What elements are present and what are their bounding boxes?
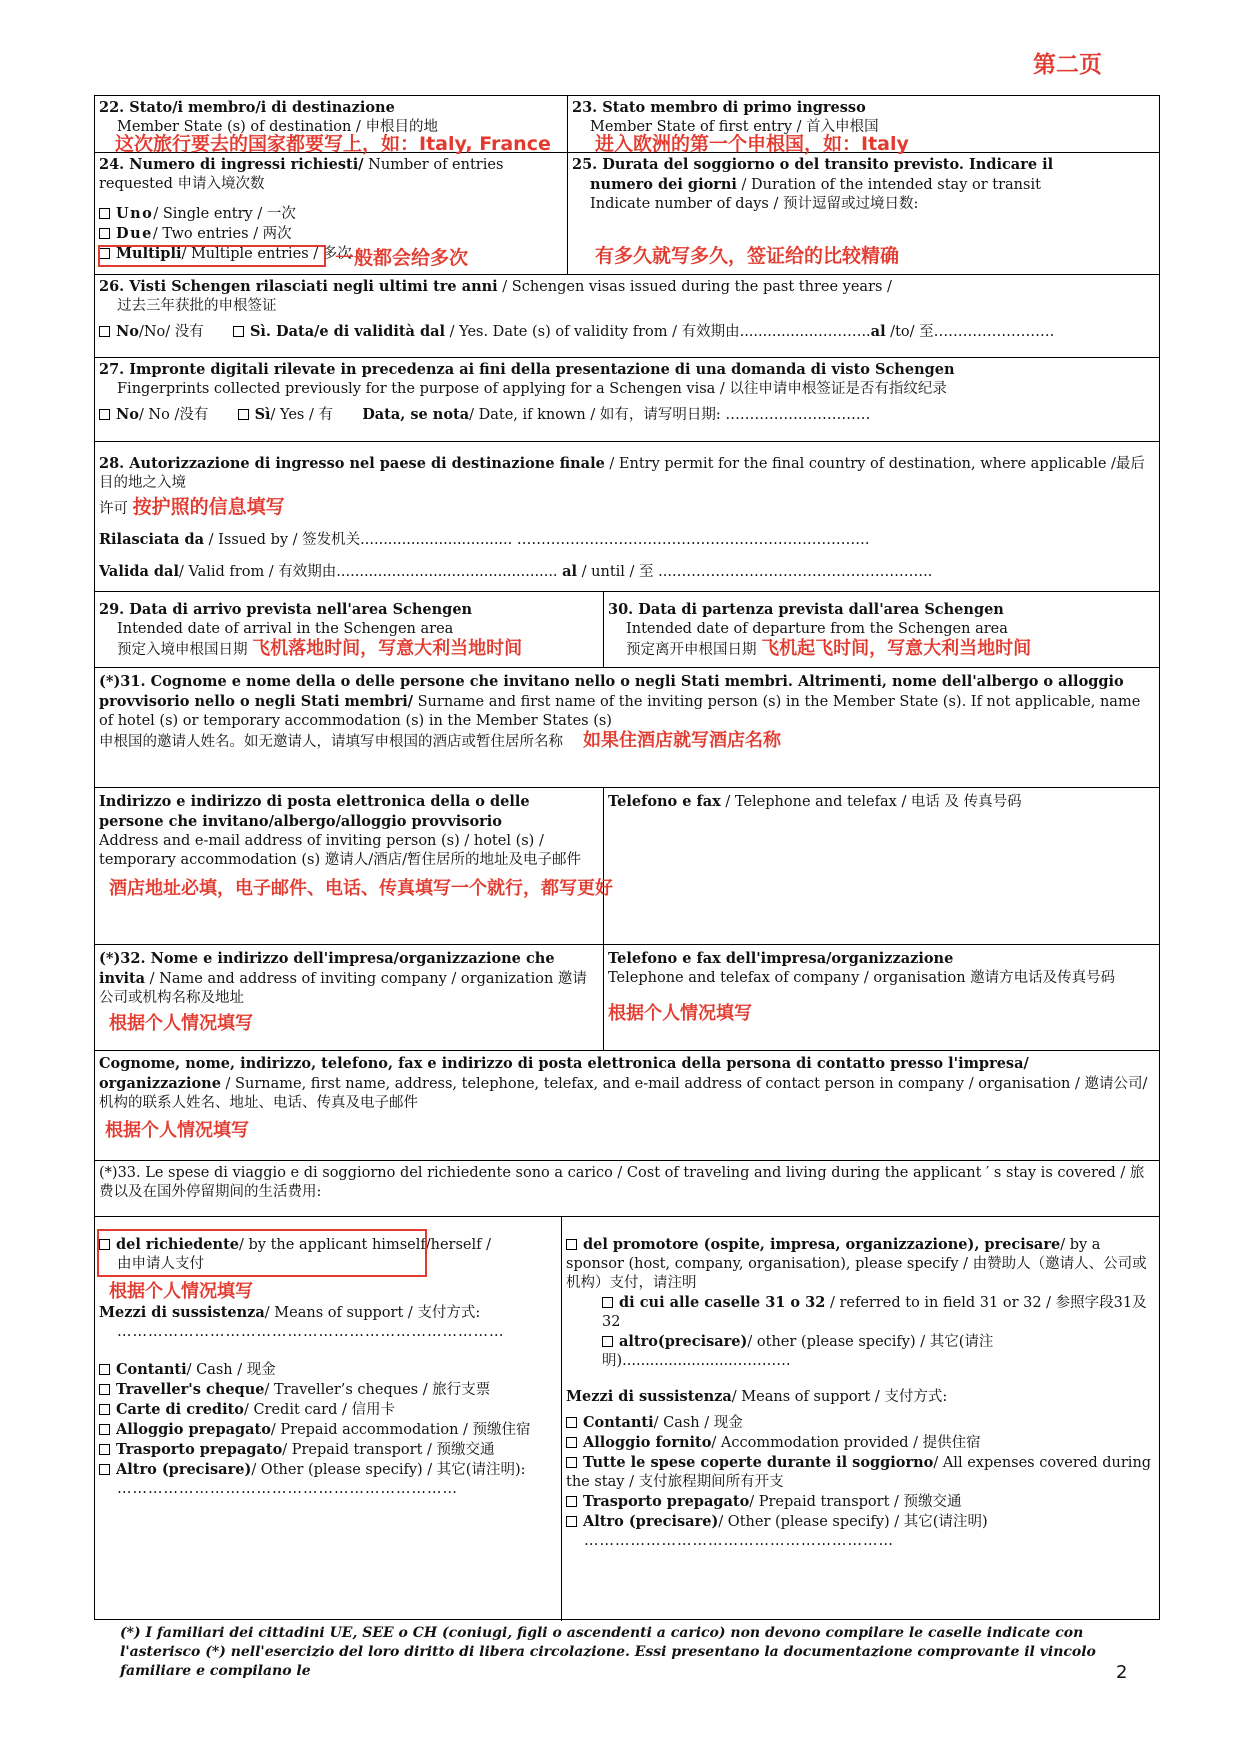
highlight-applicant xyxy=(97,1229,427,1277)
means-right-1[interactable]: Alloggio fornito/ Accommodation provided / 提供住宿 xyxy=(566,1433,1157,1453)
note-25: 有多久就写多久，签证给的比较精确 xyxy=(595,245,900,267)
field-26-title: 26. Visti Schengen rilasciati negli ultimi tre anni xyxy=(99,278,498,295)
note-30: 飞机起飞时间，写意大利当地时间 xyxy=(761,638,1032,659)
highlight-multiple-entries xyxy=(98,245,326,267)
note-29: 飞机落地时间，写意大利当地时间 xyxy=(252,638,523,659)
field-25[interactable]: 25. Durata del soggiorno o del transito previsto. Indicare il numero dei giorni / Duration of the intended stay or transit Indicate number of days / 预计逗留或过境日数: xyxy=(567,153,1161,274)
page-number: 2 xyxy=(1116,1662,1128,1683)
row-33-options xyxy=(95,1217,1159,1621)
row-address-tel xyxy=(95,788,1159,945)
means-right-4[interactable]: Altro (precisare)/ Other (please specify) / 其它(请注明) xyxy=(566,1512,1157,1532)
field-22-sub: Member State (s) of destination / 申根目的地 xyxy=(117,119,438,135)
valid-from-field[interactable]: Valida dal/ Valid from / 有效期由................................................ al / until / 至 ....…………………………………………….. xyxy=(99,563,933,580)
checkbox-accommodation-provided[interactable] xyxy=(566,1437,577,1448)
option-sponsor[interactable]: del promotore (ospite, impresa, organizzazione), precisare/ by a sponsor (host, company, organisation), please specify / 由赞助人（邀请人、公司或机构）支付，请注明 xyxy=(566,1236,1147,1291)
checkbox-26-yes[interactable] xyxy=(233,326,244,337)
option-27-yes[interactable]: Sì/ Yes / 有 xyxy=(238,407,333,423)
note-32: 根据个人情况填写 xyxy=(109,1013,253,1034)
field-28-title: 28. Autorizzazione di ingresso nel paese di destinazione finale xyxy=(99,455,605,472)
row-28 xyxy=(95,442,1159,592)
means-left-4[interactable]: Trasporto prepagato/ Prepaid transport / 预缴交通 xyxy=(99,1440,563,1460)
issued-by-field[interactable]: Rilasciata da / Issued by / 签发机关................................. ………………………………………………………………. xyxy=(99,531,870,548)
checkbox-single-entry[interactable] xyxy=(99,208,110,219)
cost-by-sponsor: del promotore (ospite, impresa, organizzazione), precisare/ by a sponsor (host, company, organisation), please specify / 由赞助人（邀请人、公司或机构）支付，请注明 di cui alle caselle 31 o 32 / referred to in field 31 or 32 / 参照字段31及32 altro(precisare)/ other (please specify) / 其它(请注明)........................………… Mezzi di sussistenza/ Means of support / 支付方式: Contanti/ Cash / 现金 Alloggio fornito/ Accommodation provided / 提供住宿 Tutte le spese coperte durante il soggiorno/ All expenses covered during the stay / 支付旅程期间所有开支 Trasporto prepagato/ Prepaid transport / 预缴交通 Altro (precisare)/ Other (please specify) / 其它(请注明) …………………………………………………… xyxy=(561,1217,1161,1621)
field-24-title: 24. Numero di ingressi richiesti/ xyxy=(99,156,364,173)
field-23-sub: Member State of first entry / 首入申根国 xyxy=(590,119,879,135)
note-23: 进入欧洲的第一个申根国，如：Italy xyxy=(595,133,909,155)
field-28: 28. Autorizzazione di ingresso nel paese di destinazione finale / Entry permit for the final country of destination, where applicable /最后目的地之入境 许可 按护照的信息填写 Rilasciata da / Issued by / 签发机关................................. ………………………………………………………………. Valida dal/ Valid from / 有效期由................................................ al / until / 至 ....…………………………………………….. xyxy=(95,442,1159,591)
note-33: 根据个人情况填写 xyxy=(109,1281,253,1302)
cost-by-applicant: del richiedente/ by the applicant himself/herself / 由申请人支付 根据个人情况填写 Mezzi di sussistenza/ Means of support / 支付方式: ………………………………………………………………… Contanti/ Cash / 现金 Traveller's cheque/ Traveller’s cheques / 旅行支票 Carte di credito/ Credit card / 信用卡 Alloggio prepagato/ Prepaid accommodation / 预缴住宿 Trasporto prepagato/ Prepaid transport / 预缴交通 Altro (precisare)/ Other (please specify) / 其它(请注明): ………………………………………………………… xyxy=(95,1217,567,1621)
option-26-no[interactable]: No/No/ 没有 xyxy=(99,324,204,340)
note-24: 一般都会给多次 xyxy=(335,247,469,269)
field-25-sub: Indicate number of days / 预计逗留或过境日数: xyxy=(590,196,919,212)
address-title: Indirizzo e indirizzo di posta elettronica della o delle persone che invitano/albergo/alloggio provvisorio xyxy=(99,793,530,830)
field-32-title: (*)32. Nome e indirizzo dell'impresa/organizzazione che invita xyxy=(99,950,555,987)
note-22: 这次旅行要去的国家都要写上，如：Italy, France xyxy=(115,133,551,155)
checkbox-sponsor-31-32[interactable] xyxy=(602,1297,613,1308)
means-left-0[interactable]: Contanti/ Cash / 现金 xyxy=(99,1360,563,1380)
field-30[interactable]: 30. Data di partenza prevista dall'area Schengen Intended date of departure from the Schengen area 预定离开申根国日期 飞机起飞时间，写意大利当地时间 xyxy=(603,592,1161,667)
field-contact[interactable]: Cognome, nome, indirizzo, telefono, fax e indirizzo di posta elettronica della persona di contatto presso l'impresa/ organizzazione / Surname, first name, address, telephone, telefax, and e-mail address of contact person in company / organisation / 邀请公司/机构的联系人姓名、地址、电话、传真及电子邮件 根据个人情况填写 xyxy=(95,1051,1159,1160)
field-27: 27. Impronte digitali rilevate in precedenza ai fini della presentazione di una domanda di visto Schengen Fingerprints collected previously for the purpose of applying for a Schengen visa / 以往申请申根签证是否有指纹纪录 No/ No /没有 Sì/ Yes / 有 Data, se nota/ Date, if known / 如有，请写明日期: ………………………… xyxy=(99,361,955,423)
field-24-title-rest: Number of entries requested 申请入境次数 xyxy=(99,157,504,192)
means-left-1[interactable]: Traveller's cheque/ Traveller’s cheques / 旅行支票 xyxy=(99,1380,563,1400)
means-right-2[interactable]: Tutte le spese coperte durante il soggiorno/ All expenses covered during the stay / 支付旅程期间所有开支 xyxy=(566,1454,1152,1490)
means-left-3[interactable]: Alloggio prepagato/ Prepaid accommodation / 预缴住宿 xyxy=(99,1420,563,1440)
row-32 xyxy=(95,945,1159,1051)
option-single-entry[interactable]: Uno/ Single entry / 一次 xyxy=(99,204,563,224)
checkbox-cash[interactable] xyxy=(99,1364,110,1375)
checkbox-sponsor-other-means[interactable] xyxy=(566,1516,577,1527)
option-applicant[interactable]: del richiedente/ by the applicant himself/herself / xyxy=(99,1235,563,1255)
field-23-title: 23. Stato membro di primo ingresso xyxy=(572,99,866,116)
checkbox-sponsor-prepaid-transport[interactable] xyxy=(566,1496,577,1507)
contact-title: Cognome, nome, indirizzo, telefono, fax e indirizzo di posta elettronica della persona di contatto presso l'impresa/ organizzazione xyxy=(99,1055,1029,1092)
row-33 xyxy=(95,1161,1159,1217)
field-22-title: 22. Stato/i membro/i di destinazione xyxy=(99,99,395,116)
means-right-0[interactable]: Contanti/ Cash / 现金 xyxy=(566,1413,1157,1433)
means-right-3[interactable]: Trasporto prepagato/ Prepaid transport / 预缴交通 xyxy=(566,1492,1157,1512)
checkbox-sponsor-cash[interactable] xyxy=(566,1417,577,1428)
field-address[interactable]: Indirizzo e indirizzo di posta elettronica della o delle persone che invitano/albergo/alloggio provvisorio Address and e-mail address of inviting person (s) / hotel (s) / temporary accommodation (s) 邀请人/酒店/暂住居所的地址及电子邮件 xyxy=(99,793,582,868)
row-contact xyxy=(95,1051,1159,1161)
checkbox-27-no[interactable] xyxy=(99,409,110,420)
option-sponsor-other[interactable]: altro(precisare)/ other (please specify) / 其它(请注明)........................………… xyxy=(602,1333,994,1369)
checkbox-other[interactable] xyxy=(99,1464,110,1475)
field-30-title: 30. Data di partenza prevista dall'area Schengen xyxy=(608,601,1004,618)
note-31: 如果住酒店就写酒店名称 xyxy=(583,730,781,751)
page-label: 第二页 xyxy=(1033,52,1102,78)
row-29-30 xyxy=(95,592,1159,668)
means-left-5[interactable]: Altro (precisare)/ Other (please specify) / 其它(请注明): xyxy=(99,1460,563,1480)
checkbox-travellers-cheque[interactable] xyxy=(99,1384,110,1395)
field-27-title: 27. Impronte digitali rilevate in precedenza ai fini della presentazione di una domanda di visto Schengen xyxy=(99,361,955,378)
note-address: 酒店地址必填，电子邮件、电话、传真填写一个就行，都写更好 xyxy=(109,878,613,899)
option-two-entries[interactable]: Due/ Two entries / 两次 xyxy=(99,224,563,244)
field-29-title: 29. Data di arrivo prevista nell'area Schengen xyxy=(99,601,473,618)
note-company-tel: 根据个人情况填写 xyxy=(608,1003,752,1024)
checkbox-prepaid-transport[interactable] xyxy=(99,1444,110,1455)
row-31 xyxy=(95,668,1159,788)
field-31-title: (*)31. Cognome e nome della o delle persone che invitano nello o negli Stati membri. Altrimenti, nome dell'albergo o alloggio provvisorio nello o negli Stati membri/ xyxy=(99,673,1124,710)
field-telephone[interactable]: Telefono e fax / Telephone and telefax / 电话 及 传真号码 xyxy=(603,788,1161,944)
option-27-no[interactable]: No/ No /没有 xyxy=(99,407,208,423)
checkbox-27-yes[interactable] xyxy=(238,409,249,420)
row-24-25 xyxy=(95,153,1159,275)
option-multiple-entries[interactable]: Multipli/ Multiple entries / 多次 xyxy=(99,244,563,264)
option-sponsor-31-32[interactable]: di cui alle caselle 31 o 32 / referred to in field 31 or 32 / 参照字段31及32 xyxy=(602,1294,1147,1330)
footnote: (*) I familiari dei cittadini UE, SEE o CH (coniugi, figli o ascendenti a carico) non devono compilare le caselle indicate con l'asterisco (*) nell'esercizio del loro diritto di libera circolazione. Essi presentano la documentazione comprovante il vincolo familiare e compilano le xyxy=(120,1625,1096,1679)
field-31[interactable]: (*)31. Cognome e nome della o delle persone che invitano nello o negli Stati membri. Altrimenti, nome dell'albergo o alloggio provvisorio nello o negli Stati membri/ Surname and first name of the inviting person (s) in the Member State (s). If not applicable, name of hotel (s) or temporary accommodation (s) in the Member States (s) 申根国的邀请人姓名。如无邀请人，请填写申根国的酒店或暂住居所名称 如果住酒店就写酒店名称 xyxy=(99,673,1141,751)
row-27 xyxy=(95,358,1159,442)
row-22-23 xyxy=(95,96,1159,153)
field-26: 26. Visti Schengen rilasciati negli ultimi tre anni / Schengen visas issued during the past three years / 过去三年获批的申根签证 No/No/ 没有 Sì. Data/e di validità dal / Yes. Date (s) of validity from / 有效期由.................………..al /to/ 至……………………. xyxy=(99,278,1055,340)
note-contact: 根据个人情况填写 xyxy=(105,1120,249,1141)
checkbox-sponsor[interactable] xyxy=(566,1239,577,1250)
checkbox-two-entries[interactable] xyxy=(99,228,110,239)
note-28: 按护照的信息填写 xyxy=(132,496,285,518)
option-26-yes[interactable]: Sì. Data/e di validità dal / Yes. Date (s) of validity from / 有效期由.................………..al /to/ 至……………………. xyxy=(233,324,1054,340)
checkbox-credit-card[interactable] xyxy=(99,1404,110,1415)
means-left-2[interactable]: Carte di credito/ Credit card / 信用卡 xyxy=(99,1400,563,1420)
row-26 xyxy=(95,275,1159,358)
checkbox-all-expenses[interactable] xyxy=(566,1457,577,1468)
field-32[interactable]: (*)32. Nome e indirizzo dell'impresa/organizzazione che invita / Name and address of inviting company / organization 邀请公司或机构名称及地址 根据个人情况填写 xyxy=(95,945,603,1050)
field-33-title: (*)33. Le spese di viaggio e di soggiorno del richiedente sono a carico / Cost of traveling and living during the applicant ′ s stay is covered / 旅费以及在国外停留期间的生活费用: xyxy=(99,1165,1145,1200)
checkbox-prepaid-accommodation[interactable] xyxy=(99,1424,110,1435)
checkbox-26-no[interactable] xyxy=(99,326,110,337)
field-33 xyxy=(95,1161,1159,1216)
visa-form xyxy=(94,95,1160,1620)
field-29[interactable]: 29. Data di arrivo prevista nell'area Schengen Intended date of arrival in the Schengen area 预定入境申根国日期 飞机落地时间，写意大利当地时间 xyxy=(99,601,523,659)
field-25-title: 25. Durata del soggiorno o del transito previsto. Indicare il xyxy=(572,156,1054,173)
field-company-tel[interactable]: Telefono e fax dell'impresa/organizzazione Telephone and telefax of company / organisation 邀请方电话及传真号码 根据个人情况填写 xyxy=(603,945,1161,1050)
checkbox-sponsor-other[interactable] xyxy=(602,1336,613,1347)
